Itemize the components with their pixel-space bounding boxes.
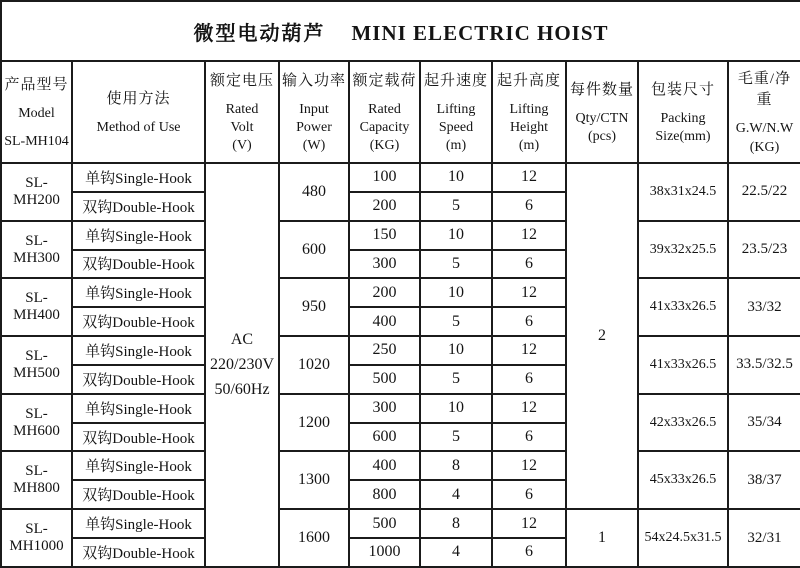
speed-cell: 5 bbox=[420, 250, 492, 279]
power-cell: 1300 bbox=[279, 451, 349, 509]
hook-cell: 单钩Single-Hook bbox=[72, 221, 205, 250]
height-cell: 6 bbox=[492, 192, 566, 221]
model-cell: SL-MH800 bbox=[1, 451, 72, 509]
model-cell: SL-MH200 bbox=[1, 163, 72, 221]
hook-cell: 双钩Double-Hook bbox=[72, 250, 205, 279]
packing-cell: 38x31x24.5 bbox=[638, 163, 728, 221]
speed-cell: 10 bbox=[420, 163, 492, 192]
table-row bbox=[1, 394, 800, 423]
height-cell: 12 bbox=[492, 221, 566, 250]
capacity-cell: 200 bbox=[349, 192, 420, 221]
speed-cell: 10 bbox=[420, 336, 492, 365]
height-cell: 6 bbox=[492, 250, 566, 279]
hook-cell: 单钩Single-Hook bbox=[72, 336, 205, 365]
speed-cell: 10 bbox=[420, 278, 492, 307]
hook-cell: 双钩Double-Hook bbox=[72, 423, 205, 452]
weight-cell: 23.5/23 bbox=[728, 221, 800, 279]
capacity-cell: 200 bbox=[349, 278, 420, 307]
header-rated-capacity: 额定载荷 Rated Capacity (KG) bbox=[349, 61, 420, 163]
height-cell: 6 bbox=[492, 365, 566, 394]
header-rated-volt: 额定电压 Rated Volt (V) bbox=[205, 61, 279, 163]
hook-cell: 单钩Single-Hook bbox=[72, 509, 205, 538]
packing-cell: 41x33x26.5 bbox=[638, 278, 728, 336]
table-row bbox=[1, 163, 800, 192]
header-input-power: 输入功率 Input Power (W) bbox=[279, 61, 349, 163]
power-cell: 480 bbox=[279, 163, 349, 221]
qty-cell: 1 bbox=[566, 509, 638, 567]
weight-cell: 32/31 bbox=[728, 509, 800, 567]
hook-cell: 双钩Double-Hook bbox=[72, 365, 205, 394]
model-cell: SL-MH400 bbox=[1, 278, 72, 336]
capacity-cell: 400 bbox=[349, 307, 420, 336]
capacity-cell: 250 bbox=[349, 336, 420, 365]
power-cell: 950 bbox=[279, 278, 349, 336]
weight-cell: 35/34 bbox=[728, 394, 800, 452]
weight-cell: 38/37 bbox=[728, 451, 800, 509]
capacity-cell: 300 bbox=[349, 394, 420, 423]
power-cell: 1200 bbox=[279, 394, 349, 452]
height-cell: 12 bbox=[492, 336, 566, 365]
header-qty-ctn: 每件数量 Qty/CTN (pcs) bbox=[566, 61, 638, 163]
capacity-cell: 1000 bbox=[349, 538, 420, 567]
hook-cell: 单钩Single-Hook bbox=[72, 278, 205, 307]
speed-cell: 5 bbox=[420, 423, 492, 452]
speed-cell: 8 bbox=[420, 451, 492, 480]
height-cell: 12 bbox=[492, 278, 566, 307]
packing-cell: 54x24.5x31.5 bbox=[638, 509, 728, 567]
header-row bbox=[1, 61, 800, 163]
hook-cell: 双钩Double-Hook bbox=[72, 480, 205, 509]
table-row bbox=[1, 221, 800, 250]
hook-cell: 单钩Single-Hook bbox=[72, 451, 205, 480]
capacity-cell: 400 bbox=[349, 451, 420, 480]
model-cell: SL-MH1000 bbox=[1, 509, 72, 567]
capacity-cell: 150 bbox=[349, 221, 420, 250]
speed-cell: 10 bbox=[420, 221, 492, 250]
packing-cell: 42x33x26.5 bbox=[638, 394, 728, 452]
capacity-cell: 300 bbox=[349, 250, 420, 279]
speed-cell: 10 bbox=[420, 394, 492, 423]
table-row bbox=[1, 509, 800, 538]
table-row bbox=[1, 336, 800, 365]
power-cell: 1020 bbox=[279, 336, 349, 394]
weight-cell: 33.5/32.5 bbox=[728, 336, 800, 394]
model-cell: SL-MH300 bbox=[1, 221, 72, 279]
height-cell: 6 bbox=[492, 423, 566, 452]
title-chinese: 微型电动葫芦 bbox=[193, 22, 326, 45]
hook-cell: 双钩Double-Hook bbox=[72, 538, 205, 567]
height-cell: 6 bbox=[492, 307, 566, 336]
hook-cell: 双钩Double-Hook bbox=[72, 307, 205, 336]
header-gross-net-weight: 毛重/净重 G.W/N.W (KG) bbox=[728, 61, 800, 163]
height-cell: 12 bbox=[492, 451, 566, 480]
weight-cell: 33/32 bbox=[728, 278, 800, 336]
table-row bbox=[1, 451, 800, 480]
header-lifting-speed: 起升速度 Lifting Speed (m) bbox=[420, 61, 492, 163]
header-packing-size: 包装尺寸 Packing Size(mm) bbox=[638, 61, 728, 163]
voltage-cell: AC 220/230V 50/60Hz bbox=[205, 163, 279, 567]
height-cell: 6 bbox=[492, 480, 566, 509]
speed-cell: 5 bbox=[420, 365, 492, 394]
title-row bbox=[1, 1, 800, 61]
weight-cell: 22.5/22 bbox=[728, 163, 800, 221]
power-cell: 1600 bbox=[279, 509, 349, 567]
speed-cell: 4 bbox=[420, 480, 492, 509]
hook-cell: 单钩Single-Hook bbox=[72, 163, 205, 192]
capacity-cell: 500 bbox=[349, 509, 420, 538]
model-cell: SL-MH500 bbox=[1, 336, 72, 394]
table-row bbox=[1, 278, 800, 307]
height-cell: 12 bbox=[492, 509, 566, 538]
speed-cell: 5 bbox=[420, 307, 492, 336]
header-lifting-height: 起升高度 Lifting Height (m) bbox=[492, 61, 566, 163]
speed-cell: 8 bbox=[420, 509, 492, 538]
power-cell: 600 bbox=[279, 221, 349, 279]
packing-cell: 41x33x26.5 bbox=[638, 336, 728, 394]
model-cell: SL-MH600 bbox=[1, 394, 72, 452]
hook-cell: 双钩Double-Hook bbox=[72, 192, 205, 221]
header-model: 产品型号 Model SL-MH104 bbox=[1, 61, 72, 163]
speed-cell: 4 bbox=[420, 538, 492, 567]
header-method: 使用方法 Method of Use bbox=[72, 61, 205, 163]
hook-cell: 单钩Single-Hook bbox=[72, 394, 205, 423]
height-cell: 12 bbox=[492, 394, 566, 423]
capacity-cell: 500 bbox=[349, 365, 420, 394]
capacity-cell: 600 bbox=[349, 423, 420, 452]
capacity-cell: 800 bbox=[349, 480, 420, 509]
capacity-cell: 100 bbox=[349, 163, 420, 192]
packing-cell: 45x33x26.5 bbox=[638, 451, 728, 509]
packing-cell: 39x32x25.5 bbox=[638, 221, 728, 279]
height-cell: 12 bbox=[492, 163, 566, 192]
height-cell: 6 bbox=[492, 538, 566, 567]
qty-cell: 2 bbox=[566, 163, 638, 509]
page-title bbox=[1, 1, 800, 61]
speed-cell: 5 bbox=[420, 192, 492, 221]
title-english: MINI ELECTRIC HOIST bbox=[351, 20, 609, 45]
